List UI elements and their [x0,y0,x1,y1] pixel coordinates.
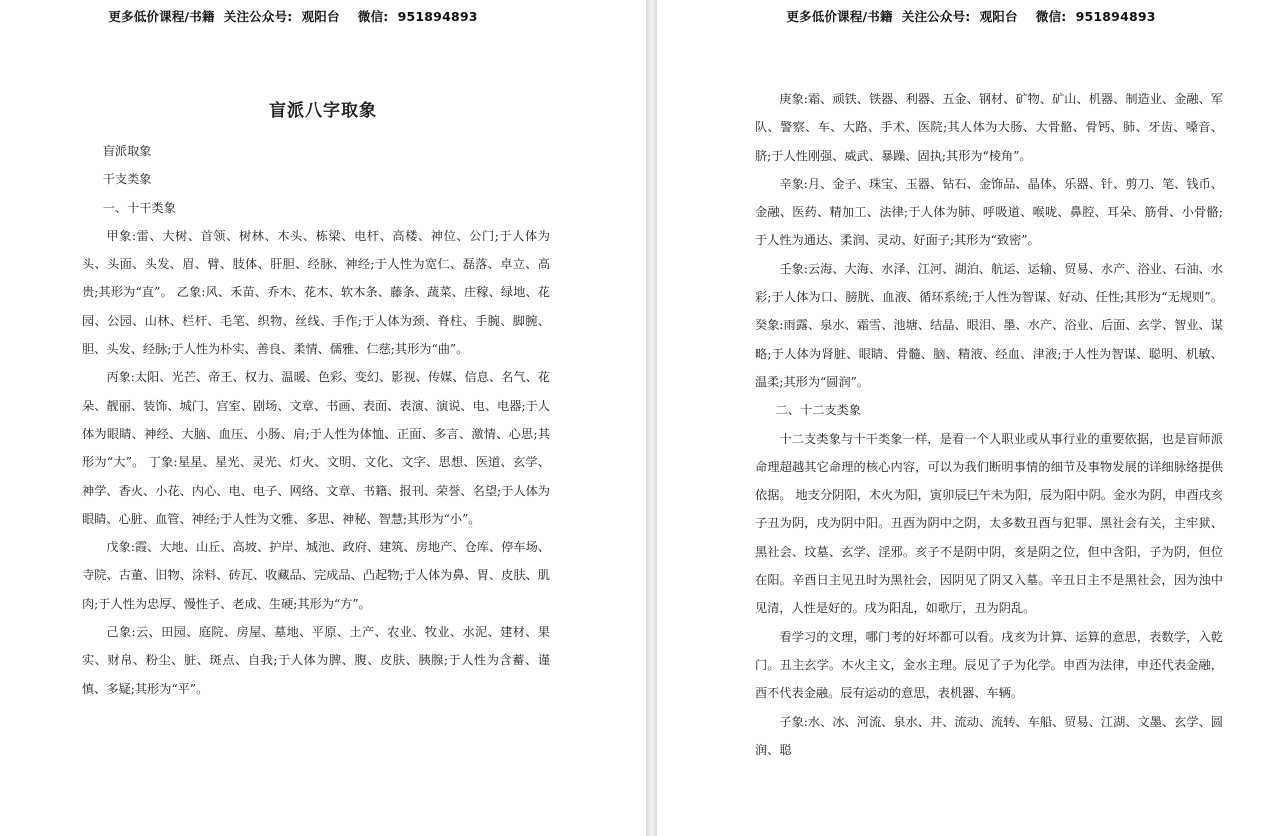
section-heading: 二、十二支类象 [775,403,862,418]
paragraph: 己象:云、田园、庭院、房屋、墓地、平原、土产、农业、牧业、水泥、建材、果实、财帛、粉尘、脏、斑点、自我;于人体为脾、腹、皮肤、胰腺;于人性为含蓄、谨慎、多疑;其形为“平”。 [82,625,550,696]
paragraph: 干支类象 [102,172,152,187]
page-gutter [646,0,657,836]
paragraph: 壬象:云海、大海、水泽、江河、湖泊、航运、运输、贸易、水产、浴业、石油、水彩;于人体为口、膀胱、血液、循环系统;于人性为智谋、好动、任性;其形为“无规则”。 癸象:雨露、泉水、霜雪、池塘、结晶、眼泪、墨、水产、浴业、后面、玄学、智业、谋略;于人体为肾脏、眼睛、骨髓、脑、精液、经血、津液;于人性为智谋、聪明、机敏、温柔;其形为“圆润”。 [755,261,1223,389]
paragraph: 看学习的文理，哪门考的好坏都可以看。戌亥为计算、运算的意思，表数学，入乾门。丑主玄学。木火主文，金水主理。辰见了子为化学。申酉为法律，申还代表金融，酉不代表金融。辰有运动的意思，表机器、车辆。 [755,629,1223,701]
paragraph: 辛象:月、金子、珠宝、玉器、钻石、金饰品、晶体、乐器、针、剪刀、笔、钱币、金融、医药、精加工、法律;于人体为肺、呼吸道、喉咙、鼻腔、耳朵、筋骨、小骨骼;于人性为通达、柔润、灵动、好面子;其形为“致密”。 [755,176,1223,248]
paragraph: 甲象:雷、大树、首领、树林、木头、栋梁、电杆、高楼、神位、公门;于人体为头、头面、头发、眉、臂、肢体、肝胆、经脉、神经;于人性为宽仁、磊落、卓立、高贵;其形为“直”。 乙象:风、禾苗、乔木、花木、软木条、藤条、蔬菜、庄稼、绿地、花园、公园、山林、栏杆、毛笔、织物、丝线、手作;于人体为颈、脊柱、手腕、脚腕、胆、头发、经脉;于人性为朴实、善良、柔情、儒雅、仁慈;其形为“曲”。 [82,228,550,357]
paragraph: 盲派取象 [102,144,152,158]
document-title: 盲派八字取象 [269,101,377,121]
page-header: 更多低价课程/书籍 关注公众号: 观阳台 微信: 951894893 [786,9,1156,24]
section-heading: 一、十干类象 [102,200,176,215]
document-page-right [657,0,1275,836]
page-header: 更多低价课程/书籍 关注公众号: 观阳台 微信: 951894893 [108,9,478,24]
page-body [755,85,1223,764]
paragraph: 十二支类象与十干类象一样，是看一个人职业或从事行业的重要依据，也是盲师派命理超越其它命理的核心内容，可以为我们断明事情的细节及事物发展的详细脉络提供依据。 地支分阴阳，木火为阳，寅卯辰巳午未为阳，辰为阳中阴。金水为阴，申酉戌亥子丑为阴，戌为阴中阳。丑酉为阴中之阴，太多数丑酉与犯罪、黑社会有关，主牢狱、黑社会、坟墓、玄学、淫邪。亥子不是阴中阴，亥是阴之位，但中含阳，子为阴，但位在阳。辛酉日主见丑时为黑社会，因阴见了阴又入墓。辛丑日主不是黑社会，因为浊中见清，人性是好的。戌为阳乱，如歌厅，丑为阴乱。 [755,431,1223,616]
paragraph: 庚象:霜、顽铁、铁器、利器、五金、钢材、矿物、矿山、机器、制造业、金融、军队、警察、车、大路、手术、医院;其人体为大肠、大骨骼、骨钙、肺、牙齿、嗓音、脐;于人性刚强、威武、暴躁、固执;其形为“棱角”。 [755,92,1223,163]
paragraph: 戊象:霞、大地、山丘、高坡、护岸、城池、政府、建筑、房地产、仓库、停车场、寺院、古董、旧物、涂料、砖瓦、收藏品、完成品、凸起物;于人体为鼻、胃、皮肤、肌肉;于人性为忠厚、慢性子、老成、生硬;其形为“方”。 [82,540,550,611]
paragraph: 丙象:太阳、光芒、帝王、权力、温暖、色彩、变幻、影视、传媒、信息、名气、花朵、靓丽、装饰、城门、宫室、剧场、文章、书画、表面、表演、演说、电、电器;于人体为眼睛、神经、大脑、血压、小肠、肩;于人性为体恤、正面、多言、激情、心思;其形为“大”。 丁象:星星、星光、灵光、灯火、文明、文化、文字、思想、医道、玄学、神学、香火、小花、内心、电、电子、网络、文章、书籍、报刊、荣誉、名望;于人体为眼睛、心脏、血管、神经;于人性为文雅、多思、神秘、智慧;其形为“小”。 [82,370,550,526]
paragraph: 子象:水、冰、河流、泉水、井、流动、流转、车船、贸易、江湖、文墨、玄学、圆润、聪 [755,714,1223,757]
page-body [82,137,550,703]
